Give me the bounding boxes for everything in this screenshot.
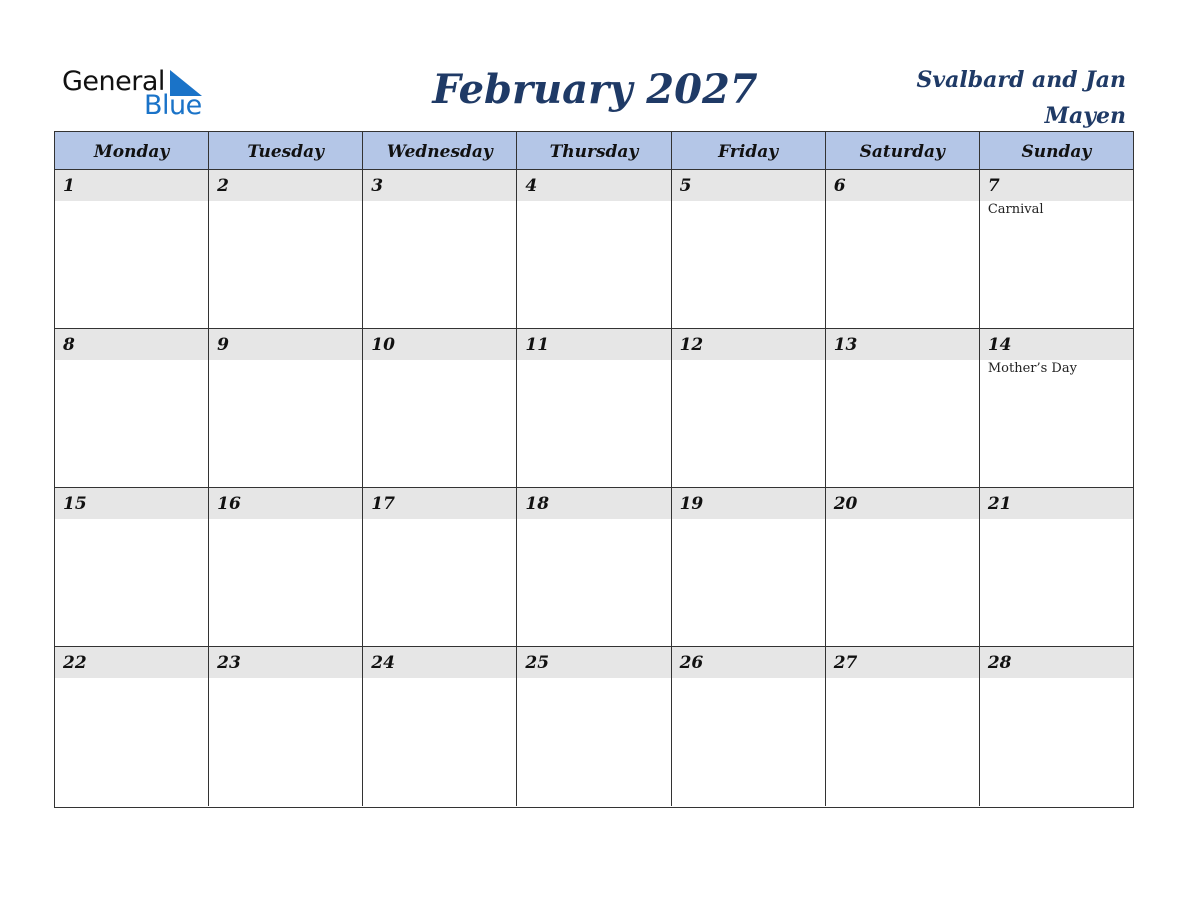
weekday-header: Saturday	[826, 132, 980, 169]
holiday-event: Carnival	[987, 202, 1044, 217]
weekday-header: Tuesday	[209, 132, 363, 169]
day-cell[interactable]	[363, 329, 517, 487]
day-number: 7	[987, 176, 1000, 196]
calendar-grid	[54, 131, 1134, 808]
holiday-event: Mother’s Day	[987, 361, 1077, 376]
day-cell[interactable]	[980, 647, 1133, 806]
day-number-bar	[980, 170, 1133, 201]
logo	[62, 66, 222, 126]
day-number: 1	[63, 176, 75, 196]
day-number: 11	[525, 335, 550, 355]
day-number: 15	[63, 494, 87, 514]
day-number: 18	[525, 494, 550, 514]
day-number: 17	[371, 494, 395, 514]
day-number: 16	[217, 494, 241, 514]
day-cell[interactable]	[517, 170, 671, 328]
day-cell[interactable]	[826, 488, 980, 646]
day-number-bar	[55, 329, 208, 360]
day-number: 23	[217, 653, 241, 673]
weekday-header: Monday	[55, 132, 209, 169]
day-cell[interactable]	[517, 329, 671, 487]
day-number: 19	[679, 494, 704, 514]
day-number-bar	[672, 170, 825, 201]
day-number: 20	[833, 494, 858, 514]
day-cell[interactable]	[672, 329, 826, 487]
day-cell[interactable]	[209, 647, 363, 806]
calendar-weeks	[55, 170, 1133, 806]
logo-word-general: General	[62, 66, 165, 97]
day-number-bar	[209, 329, 362, 360]
day-cell[interactable]	[363, 488, 517, 646]
day-number: 24	[371, 653, 395, 673]
weekday-header: Friday	[672, 132, 826, 169]
day-cell[interactable]	[826, 170, 980, 328]
day-cell[interactable]	[980, 488, 1133, 646]
week-row	[55, 488, 1133, 647]
day-cell[interactable]	[55, 170, 209, 328]
day-cell[interactable]	[363, 170, 517, 328]
day-cell[interactable]	[363, 647, 517, 806]
day-number: 13	[833, 335, 858, 355]
day-number: 14	[987, 335, 1012, 355]
day-number: 3	[371, 176, 384, 196]
day-cell[interactable]	[826, 329, 980, 487]
day-cell[interactable]	[209, 488, 363, 646]
day-cell[interactable]	[980, 329, 1133, 487]
day-cell[interactable]	[672, 170, 826, 328]
day-number-bar	[363, 170, 516, 201]
week-row	[55, 329, 1133, 488]
day-number-bar	[517, 170, 670, 201]
day-cell[interactable]	[672, 488, 826, 646]
weekday-header: Thursday	[517, 132, 671, 169]
weekday-header-row	[55, 132, 1133, 170]
day-cell[interactable]	[55, 488, 209, 646]
day-number: 9	[217, 335, 229, 355]
day-number-bar	[826, 170, 979, 201]
day-cell[interactable]	[826, 647, 980, 806]
day-number: 22	[63, 653, 87, 673]
day-number: 5	[679, 176, 692, 196]
day-number: 4	[525, 176, 538, 196]
week-row	[55, 647, 1133, 806]
day-number: 6	[833, 176, 846, 196]
day-number: 28	[987, 653, 1012, 673]
weekday-header: Sunday	[1021, 142, 1092, 162]
day-number: 26	[679, 653, 704, 673]
week-row	[55, 170, 1133, 329]
day-number-bar	[55, 170, 208, 201]
day-cell[interactable]	[517, 647, 671, 806]
day-number: 27	[833, 653, 858, 673]
region-line-1: Svalbard and Jan	[916, 67, 1126, 93]
page-title: February 2027	[432, 66, 758, 113]
day-number: 10	[371, 335, 395, 355]
day-cell[interactable]	[517, 488, 671, 646]
day-cell[interactable]	[209, 170, 363, 328]
day-cell[interactable]	[55, 647, 209, 806]
day-number: 21	[987, 494, 1012, 514]
day-number: 25	[525, 653, 550, 673]
day-cell[interactable]	[55, 329, 209, 487]
region-name	[886, 62, 1126, 134]
day-cell[interactable]	[980, 170, 1133, 328]
day-number-bar	[209, 170, 362, 201]
day-number: 12	[679, 335, 704, 355]
day-number: 8	[63, 335, 75, 355]
weekday-header: Wednesday	[363, 132, 517, 169]
day-cell[interactable]	[672, 647, 826, 806]
day-number: 2	[217, 176, 229, 196]
day-cell[interactable]	[209, 329, 363, 487]
logo-word-blue: Blue	[144, 90, 202, 121]
region-line-2: Mayen	[1044, 103, 1126, 129]
